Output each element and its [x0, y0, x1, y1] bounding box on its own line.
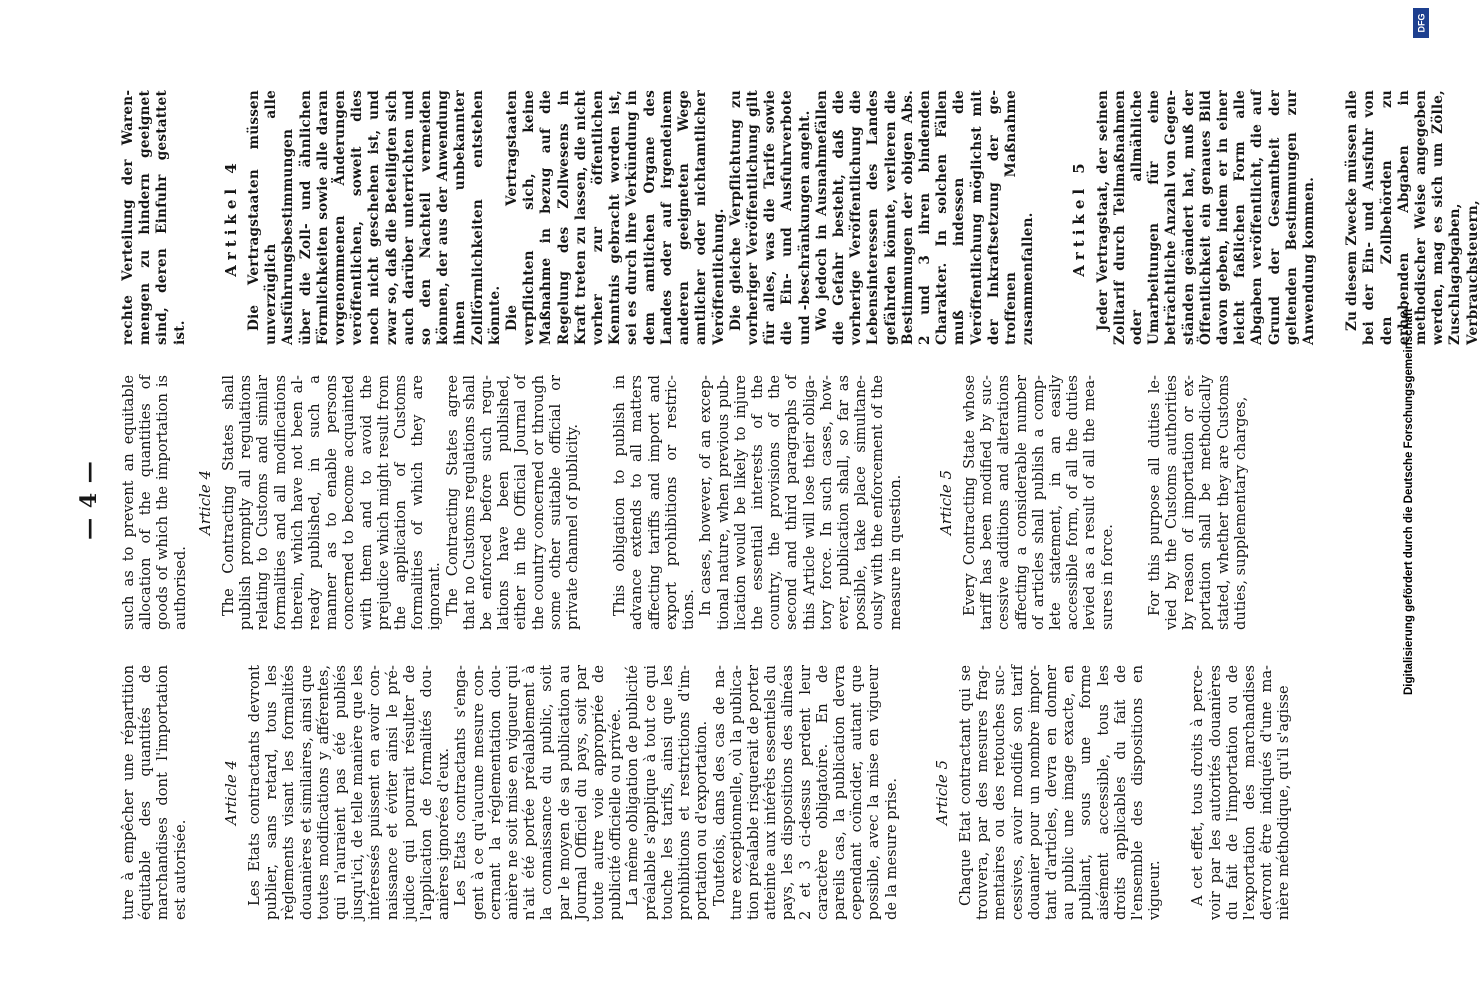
german-paragraph: rechte Verteilung der Warenmengen zu hindern geeignet sind, deren Einfuhr gestattet ist.	[120, 90, 188, 345]
french-paragraph: ture à empêcher une répartition équitable des quantités de marchandises dont l'importation est autorisée.	[120, 665, 189, 920]
french-paragraph: A cet effet, tous droits à percevoir par les autorités douanières du fait de l'importation ou de l'exportation des marchandises devront être indiqués d'une manière méthodique, qu'il s'agisse	[1189, 665, 1293, 920]
english-article-5-heading: Article 5	[936, 469, 955, 536]
german-paragraph: Jeder Vertragstaat, der seinen Zolltarif durch Teilmaßnahmen oder allmähliche Umarbeitungen für eine beträchtliche Anzahl von Gegenständen geändert hat, muß der Öffentlichkeit ein genaues Bild davon geben, indem er in einer leicht faßlichen Form alle Abgaben veröffentlicht, die auf Grund der Gesamtheit der geltenden Bestimmungen zur Anwendung kommen.	[1094, 90, 1317, 345]
french-paragraph: Toutefois, dans des cas de nature exceptionnelle, où la publication préalable risquerait de porter atteinte aux intérêts essentiels du pays, les dispositions des alinéas 2 et 3 ci-dessus perdent leur caractère obligatoire. En de pareils cas, la publication devra cependant coïncider, autant que possible, avec la mise en vigueur de la mesure prise.	[710, 665, 900, 920]
french-article-4-heading: Article 4	[221, 759, 240, 826]
english-paragraph: such as to prevent an equitable allocation of the quantities of goods of which the importation is authorised.	[120, 375, 189, 630]
dfg-logo: DFG	[1413, 8, 1429, 38]
german-paragraph: Die Vertragstaaten müssen unverzüglich alle Ausführungsbestimmungen über die Zoll- und ähnlichen Förmlichkeiten sowie alle daran vorgenommenen Änderungen veröffentlichen, soweit dies noch nicht geschehen ist, und zwar so, daß die Beteiligten sich auch darüber unterrichten und so den Nachteil vermeiden können, der aus der Anwendung ihnen unbekannter Zollförmlichkeiten entstehen könnte.	[246, 90, 503, 345]
german-paragraph: Zu diesem Zwecke müssen alle bei der Ein- und Ausfuhr von den Zollbehörden zu erhebenden Abgaben in methodischer Weise angegeben werden, mag es sich um Zölle, Zuschlagabgaben, Verbrauchsteuern,	[1344, 90, 1481, 345]
english-paragraph: This obligation to publish in advance extends to all matters affecting tariffs and import and export prohibitions or restrictions.	[611, 375, 698, 630]
german-article-5-heading: Artikel 5	[1070, 158, 1089, 277]
german-paragraph: Wo jedoch in Ausnahmefällen die Gefahr besteht, daß die vorherige Veröffentlichung die Lebensinteressen des Landes gefährden könnte, verlieren die Bestimmungen der obigen Abs. 2 und 3 ihren bindenden Charakter. In solchen Fällen muß indessen die Veröffentlichung möglichst mit der Inkraftsetzung der getroffenen Maßnahme zusammenfallen.	[813, 90, 1037, 345]
french-article-5-heading: Article 5	[932, 759, 951, 826]
german-paragraph: Die Vertragstaaten verpflichten sich, keine Maßnahme in bezug auf die Regelung des Zollwesens in Kraft treten zu lassen, die nicht vorher zur öffentlichen Kenntnis gebracht worden ist, sei es durch ihre Verkündung in dem amtlichen Organe des Landes oder auf irgendeinem anderen geeigneten Wege amtlicher oder nichtamtlicher Veröffentlichung.	[504, 90, 727, 345]
german-paragraph: Die gleiche Verpflichtung zu vorheriger Veröffentlichung gilt für alles, was die Tarife sowie die Ein- und Ausfuhrverbote und -beschränkungen angeht.	[727, 90, 813, 345]
french-paragraph: La même obligation de publicité préalable s'applique à tout ce qui touche les tarifs, ainsi que les prohibitions et restrictions d'importation ou d'exportation.	[624, 665, 711, 920]
digitization-credit: Digitalisierung gefördert durch die Deutsche Forschungsgemeinschaft ·	[1403, 301, 1415, 695]
english-column	[120, 375, 1249, 630]
english-article-4-heading: Article 4	[195, 469, 214, 536]
english-paragraph: In cases, however, of an exceptional nature, when previous publication would be likely to injure the essential interests of the country, the provisions of the second and third paragraphs of this Article will lose their obligatory force. In such cases, however, publication shall, so far as possible, take place simultaneously with the enforcement of the measure in question.	[697, 375, 904, 630]
english-paragraph: For this purpose all duties levied by the Customs authorities by reason of importation or exportation shall be methodically stated, whether they are Customs duties, supplementary charges,	[1145, 375, 1249, 630]
english-paragraph: The Contracting States shall publish promptly all regulations relating to Customs and similar formalities and all modifications therein, which have not been already published, in such a manner as to enable persons concerned to become acquainted with them and to avoid the prejudice which might result from the application of Customs formalities of which they are ignorant.	[220, 375, 444, 630]
english-paragraph: The Contracting States agree that no Customs regulations shall be enforced before such regulations have been published, either in the Official Journal of the country concerned or through some other suitable official or private channel of publicity.	[443, 375, 582, 630]
german-article-4-heading: Artikel 4	[221, 158, 240, 277]
french-paragraph: Les Etats contractants s'engagent à ce qu'aucune mesure concernant la réglementation douanière ne soit mise en vigueur qui n'ait été portée préalablement à la connaissance du public, soit par le moyen de sa publication au Journal Officiel du pays, soit par toute autre voie appropriée de publicité officielle ou privée.	[452, 665, 625, 920]
english-paragraph: Every Contracting State whose tariff has been modified by successive additions and alterations affecting a considerable number of articles shall publish a complete statement, in an easily accessible form, of all the duties levied as a result of all the measures in force.	[960, 375, 1116, 630]
page-number: — 4 —	[76, 460, 102, 540]
french-paragraph: Chaque Etat contractant qui se trouvera, par des mesures fragmentaires ou des retouches successives, avoir modifié son tarif douanier pour un nombre important d'articles, devra en donner au public une image exacte, en publiant, sous une forme aisément accessible, tous les droits applicables du fait de l'ensemble des dispositions en vigueur.	[956, 665, 1164, 920]
digitization-sidebar	[1402, 0, 1434, 1000]
french-paragraph: Les Etats contractants devront publier, sans retard, tous les règlements visant les formalités douanières et similaires, ainsi que toutes modifications y afférentes, qui n'auraient pas été publiés jusqu'ici, de telle manière que les intéressés puissent en avoir connaissance et éviter ainsi le préjudice qui pourrait résulter de l'application de formalités douanières ignorées d'eux.	[246, 665, 453, 920]
french-column	[120, 665, 1293, 920]
german-column	[120, 90, 1482, 345]
